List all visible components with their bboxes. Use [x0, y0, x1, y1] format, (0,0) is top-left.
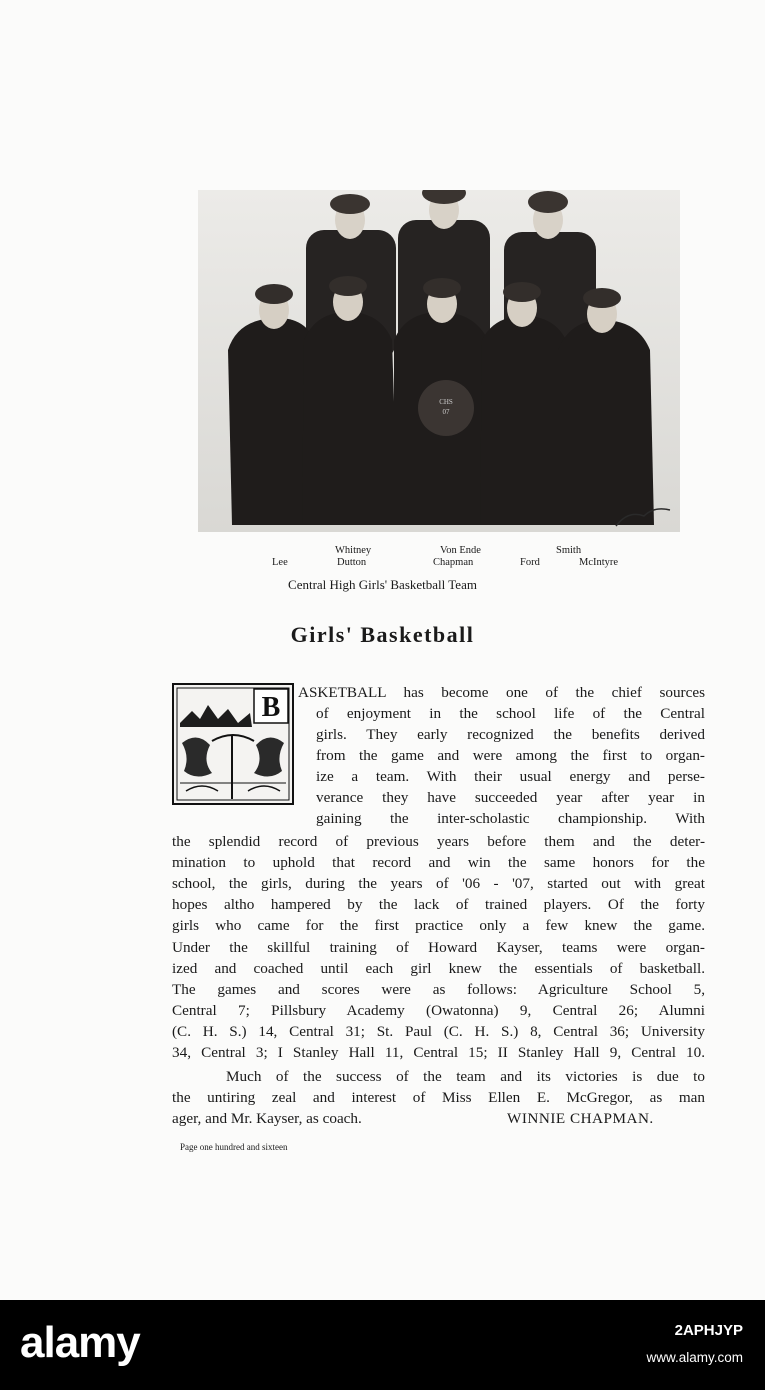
body-line-19: Much of the success of the team and its victories is due to	[226, 1068, 705, 1085]
body-line-2: of enjoyment in the school life of the Central	[316, 705, 705, 722]
ball-text-2: 07	[442, 408, 450, 416]
body-line-1: ASKETBALL has become one of the chief sources	[298, 684, 705, 701]
drop-cap-letter: B	[261, 692, 281, 723]
body-line-4: from the game and were among the first to organ-	[316, 747, 705, 764]
article-title: Girls' Basketball	[290, 622, 475, 647]
body-line-3: girls. They early recognized the benefits derived	[316, 726, 705, 743]
author-signature: WINNIE CHAPMAN.	[507, 1110, 654, 1127]
team-photo	[198, 190, 680, 532]
caption-smith: Smith	[556, 545, 582, 556]
body-line-18: 34, Central 3; I Stanley Hall 11, Central 15; II Stanley Hall 9, Central 10.	[172, 1044, 705, 1061]
page-number-footer: Page one hundred and sixteen	[180, 1142, 288, 1152]
alamy-logo: alamy	[20, 1318, 140, 1367]
caption-von-ende: Von Ende	[440, 545, 481, 556]
caption-mcintyre: McIntyre	[579, 557, 619, 568]
body-line-7: gaining the inter-scholastic championship. With	[316, 810, 705, 827]
body-line-11: hopes altho hampered by the lack of trained players. Of the forty	[172, 896, 705, 913]
site-url: www.alamy.com	[646, 1350, 743, 1365]
body-line-20: the untiring zeal and interest of Miss Ellen E. McGregor, as man	[172, 1089, 705, 1106]
body-line-12: girls who came for the first practice only a few knew the game.	[172, 917, 705, 934]
body-line-10: school, the girls, during the years of '06 - '07, started out with great	[172, 875, 705, 892]
caption-ford: Ford	[520, 557, 540, 568]
body-line-5: ize a team. With their usual energy and perse-	[316, 768, 705, 785]
ball-text-1: CHS	[439, 398, 453, 406]
body-line-17: (C. H. S.) 14, Central 31; St. Paul (C. H. S.) 8, Central 36; University	[172, 1023, 705, 1040]
body-line-13: Under the skillful training of Howard Kayser, teams were organ-	[172, 939, 705, 956]
body-line-14: ized and coached until each girl knew the essentials of basketball.	[172, 960, 705, 977]
team-caption: Central High Girls' Basketball Team	[288, 577, 477, 592]
body-line-21: ager, and Mr. Kayser, as coach.	[172, 1110, 362, 1127]
ornamental-drop-cap	[172, 683, 294, 805]
caption-chapman: Chapman	[433, 557, 474, 568]
image-id: 2APHJYP	[674, 1322, 743, 1339]
body-line-9: mination to uphold that record and win the same honors for the	[172, 854, 705, 871]
caption-dutton: Dutton	[337, 557, 367, 568]
body-line-6: verance they have succeeded year after year in	[316, 789, 705, 806]
body-line-15: The games and scores were as follows: Agriculture School 5,	[172, 981, 705, 998]
caption-whitney: Whitney	[335, 545, 372, 556]
body-line-8: the splendid record of previous years before them and the deter-	[172, 833, 705, 850]
caption-lee: Lee	[272, 557, 288, 568]
body-line-16: Central 7; Pillsbury Academy (Owatonna) 9, Central 26; Alumni	[172, 1002, 705, 1019]
